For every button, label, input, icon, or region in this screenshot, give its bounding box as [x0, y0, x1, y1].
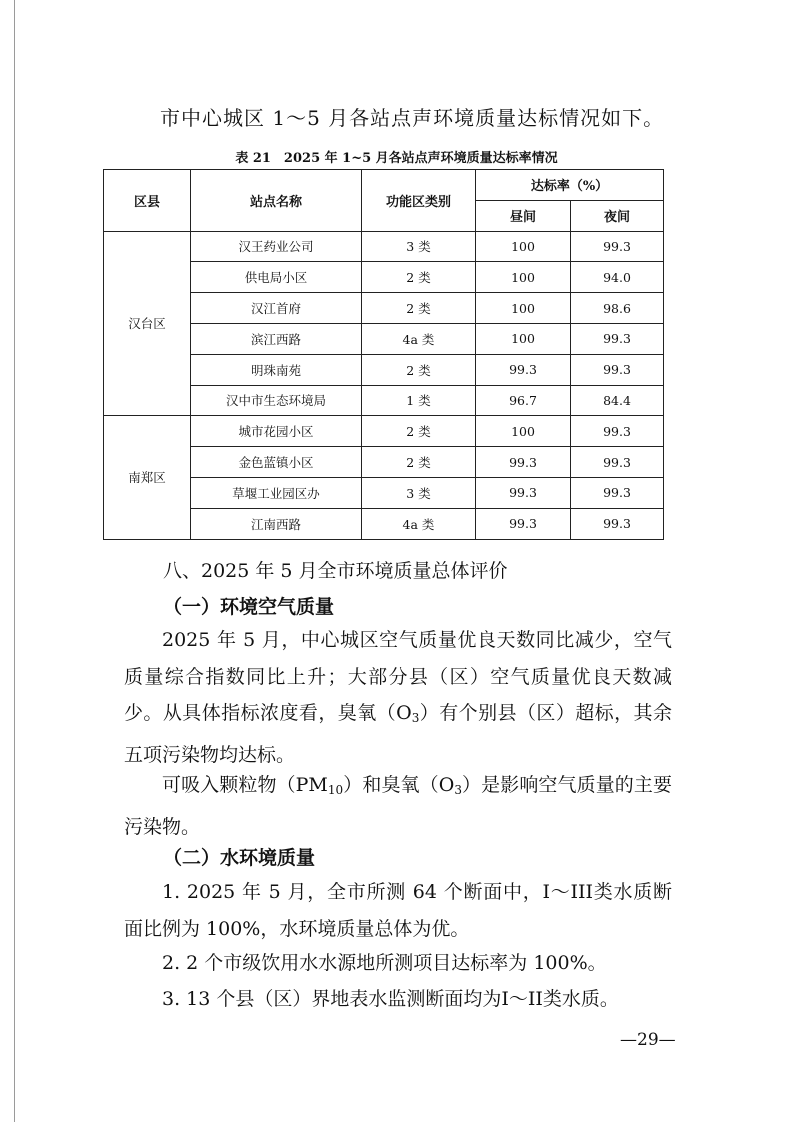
table-row: [104, 416, 664, 447]
header-day: 昼间: [476, 200, 571, 231]
water-item-2: 2. 2 个市级饮用水水源地所测项目达标率为 100%。: [162, 952, 607, 974]
night-rate-cell: 99.3: [571, 416, 664, 447]
noise-compliance-table: [103, 169, 664, 540]
station-cell: 滨江西路: [191, 323, 362, 354]
category-cell: 3 类: [362, 477, 476, 508]
category-cell: 2 类: [362, 354, 476, 385]
station-cell: 城市花园小区: [191, 416, 362, 447]
binding-margin-line: [14, 0, 15, 1122]
day-rate-cell: 99.3: [476, 477, 571, 508]
table-title: 表 21 2025 年 1~5 月各站点声环境质量达标率情况: [235, 151, 558, 166]
night-rate-cell: 99.3: [571, 354, 664, 385]
district-cell: 汉台区: [104, 231, 191, 416]
night-rate-cell: 99.3: [571, 323, 664, 354]
ozone-subscript: 3: [454, 783, 462, 797]
air-p1-text-b: ）有个别县（区）超标，其余五项污染物均达标。: [124, 702, 672, 766]
category-cell: 2 类: [362, 416, 476, 447]
station-cell: 汉江首府: [191, 293, 362, 324]
category-cell: 2 类: [362, 262, 476, 293]
category-cell: 4a 类: [362, 508, 476, 539]
day-rate-cell: 99.3: [476, 447, 571, 478]
category-cell: 3 类: [362, 231, 476, 262]
day-rate-cell: 100: [476, 323, 571, 354]
subsection-air-heading: （一）环境空气质量: [163, 596, 335, 618]
category-cell: 2 类: [362, 447, 476, 478]
air-p2-text-a: 可吸入颗粒物（PM: [162, 774, 328, 796]
header-night: 夜间: [571, 200, 664, 231]
page-number: —29—: [620, 1030, 676, 1050]
intro-text: 市中心城区 1～5 月各站点声环境质量达标情况如下。: [160, 106, 665, 130]
water-item-1: 1. 2025 年 5 月，全市所测 64 个断面中，I～III类水质断面比例为 100%，水环境质量总体为优。: [124, 881, 672, 940]
night-rate-cell: 99.3: [571, 477, 664, 508]
air-p2-text-c: ）是影响空气质量的主要污染物。: [124, 774, 672, 838]
ozone-subscript: 3: [411, 711, 420, 725]
day-rate-cell: 100: [476, 416, 571, 447]
day-rate-cell: 96.7: [476, 385, 571, 416]
air-quality-paragraph: [124, 622, 672, 773]
air-p1-text-a: 2025 年 5 月，中心城区空气质量优良天数同比减少，空气质量综合指数同比上升；大部分县（区）空气质量优良天数减少。从具体指标浓度看，臭氧（O: [124, 629, 672, 724]
station-cell: 草堰工业园区办: [191, 477, 362, 508]
station-cell: 供电局小区: [191, 262, 362, 293]
subsection-water-heading: （二）水环境质量: [163, 847, 316, 869]
day-rate-cell: 100: [476, 231, 571, 262]
air-p2-text-b: ）和臭氧（O: [343, 774, 455, 796]
day-rate-cell: 100: [476, 293, 571, 324]
pm10-subscript: 10: [327, 783, 344, 797]
header-station: 站点名称: [191, 170, 362, 232]
header-category: 功能区类别: [362, 170, 476, 232]
station-cell: 明珠南苑: [191, 354, 362, 385]
header-rate: 达标率（%）: [476, 170, 664, 201]
day-rate-cell: 99.3: [476, 508, 571, 539]
night-rate-cell: 94.0: [571, 262, 664, 293]
table-row: [104, 231, 664, 262]
night-rate-cell: 99.3: [571, 231, 664, 262]
day-rate-cell: 100: [476, 262, 571, 293]
night-rate-cell: 99.3: [571, 447, 664, 478]
night-rate-cell: 99.3: [571, 508, 664, 539]
category-cell: 1 类: [362, 385, 476, 416]
station-cell: 汉王药业公司: [191, 231, 362, 262]
station-cell: 江南西路: [191, 508, 362, 539]
category-cell: 2 类: [362, 293, 476, 324]
station-cell: 金色蓝镇小区: [191, 447, 362, 478]
pollutant-paragraph: [124, 767, 672, 845]
section-heading: 八、2025 年 5 月全市环境质量总体评价: [163, 560, 508, 582]
header-district: 区县: [104, 170, 191, 232]
station-cell: 汉中市生态环境局: [191, 385, 362, 416]
category-cell: 4a 类: [362, 323, 476, 354]
night-rate-cell: 84.4: [571, 385, 664, 416]
day-rate-cell: 99.3: [476, 354, 571, 385]
water-item-3: 3. 13 个县（区）界地表水监测断面均为I～II类水质。: [162, 988, 619, 1010]
district-cell: 南郑区: [104, 416, 191, 539]
night-rate-cell: 98.6: [571, 293, 664, 324]
